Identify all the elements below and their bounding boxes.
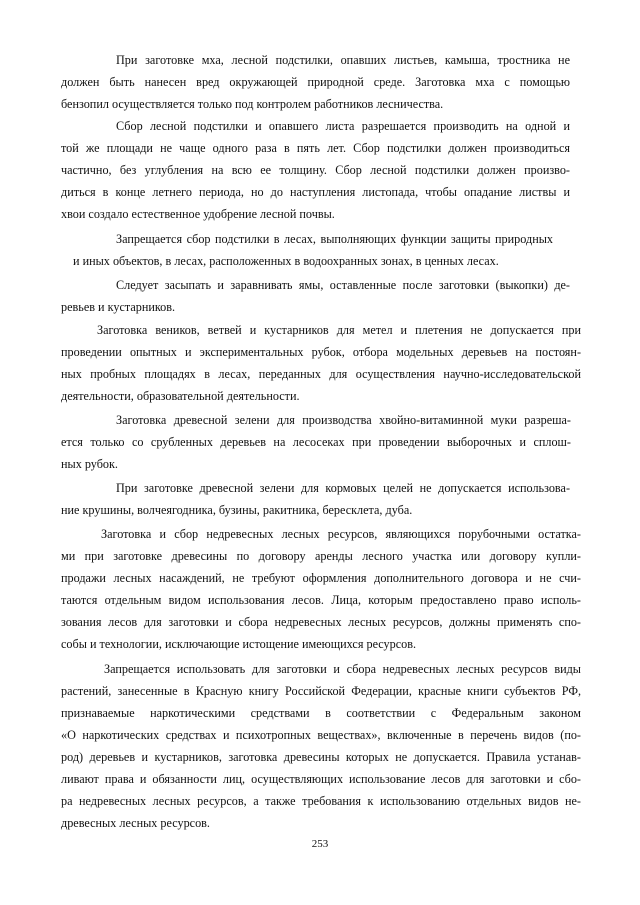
- text-line: При заготовке мха, лесной подстилки, опавших листьев, камыша, тростника не: [116, 53, 570, 67]
- page-number: 253: [311, 838, 329, 850]
- text-line: род) деревьев и кустарников, заготовка древесины которых не допускается. Правила устанав-: [61, 750, 581, 764]
- text-line: ра недревесных лесных ресурсов, а также требования к использованию отдельных видов не-: [61, 794, 581, 808]
- text-line: Сбор лесной подстилки и опавшего листа разрешается производить на одной и: [116, 119, 570, 133]
- text-line: ливают права и обязанности лиц, осуществляющих использование лесов для заготовки и сбо-: [61, 772, 581, 786]
- text-line: древесных лесных ресурсов.: [61, 816, 210, 830]
- text-line: частично, без углубления на всю ее толщину. Сбор лесной подстилки должен произво-: [61, 163, 570, 177]
- text-line: должен быть нанесен вред окружающей природной среде. Заготовка мха с помощью: [61, 75, 570, 89]
- text-line: признаваемые наркотическими средствами в соответствии с Федеральным законом: [61, 706, 581, 720]
- text-line: продажи лесных насаждений, не требуют оформления дополнительного договора и не счи-: [61, 571, 581, 585]
- text-line: Следует засыпать и заравнивать ямы, оставленные после заготовки (выкопки) де-: [116, 278, 570, 292]
- text-line: проведении опытных и экспериментальных рубок, отбора модельных деревьев на постоян-: [61, 345, 581, 359]
- text-line: Заготовка веников, ветвей и кустарников для метел и плетения не допускается при: [97, 323, 581, 337]
- text-line: ных рубок.: [61, 457, 118, 471]
- text-line: ми при заготовке древесины по договору аренды лесного участка или договору купли-: [61, 549, 581, 563]
- text-line: ревьев и кустарников.: [61, 300, 176, 314]
- text-line: той же площади не чаще одного раза в пять лет. Сбор подстилки должен производиться: [61, 141, 570, 155]
- text-line: Запрещается использовать для заготовки и сбора недревесных лесных ресурсов виды: [104, 662, 581, 676]
- text-line: Запрещается сбор подстилки в лесах, выполняющих функции защиты природных: [116, 232, 553, 246]
- text-line: растений, занесенные в Красную книгу Российской Федерации, красные книги субъектов РФ,: [61, 684, 581, 698]
- text-line: и иных объектов, в лесах, расположенных в водоохранных зонах, в ценных лесах.: [73, 254, 499, 268]
- text-line: ется только со срубленных деревьев на лесосеках при проведении выборочных и сплош-: [61, 435, 571, 449]
- text-line: ных пробных площадях в лесах, переданных для осуществления научно-исследовательской: [61, 367, 581, 381]
- text-line: Заготовка древесной зелени для производства хвойно-витаминной муки разреша-: [116, 413, 571, 427]
- text-line: При заготовке древесной зелени для кормовых целей не допускается использова-: [116, 481, 570, 495]
- text-line: хвои создало естественное удобрение лесной почвы.: [61, 207, 335, 221]
- text-line: диться в конце летнего периода, но до наступления листопада, чтобы опадание листвы и: [61, 185, 570, 199]
- text-line: Заготовка и сбор недревесных лесных ресурсов, являющихся порубочными остатка-: [101, 527, 581, 541]
- text-line: собы и технологии, исключающие истощение имеющихся ресурсов.: [61, 637, 417, 651]
- text-line: таются отдельным видом использования лесов. Лица, которым предоставлено право исполь-: [61, 593, 581, 607]
- text-line: «О наркотических средствах и психотропных веществах», включенные в перечень видов (по-: [61, 728, 581, 742]
- text-line: ние крушины, волчеягодника, бузины, ракитника, бересклета, дуба.: [61, 503, 413, 517]
- text-line: бензопил осуществляется только под контролем работников лесничества.: [61, 97, 444, 111]
- text-line: зования лесов для заготовки и сбора недревесных лесных ресурсов, должны применять спо-: [61, 615, 581, 629]
- text-line: деятельности, образовательной деятельности.: [61, 389, 300, 403]
